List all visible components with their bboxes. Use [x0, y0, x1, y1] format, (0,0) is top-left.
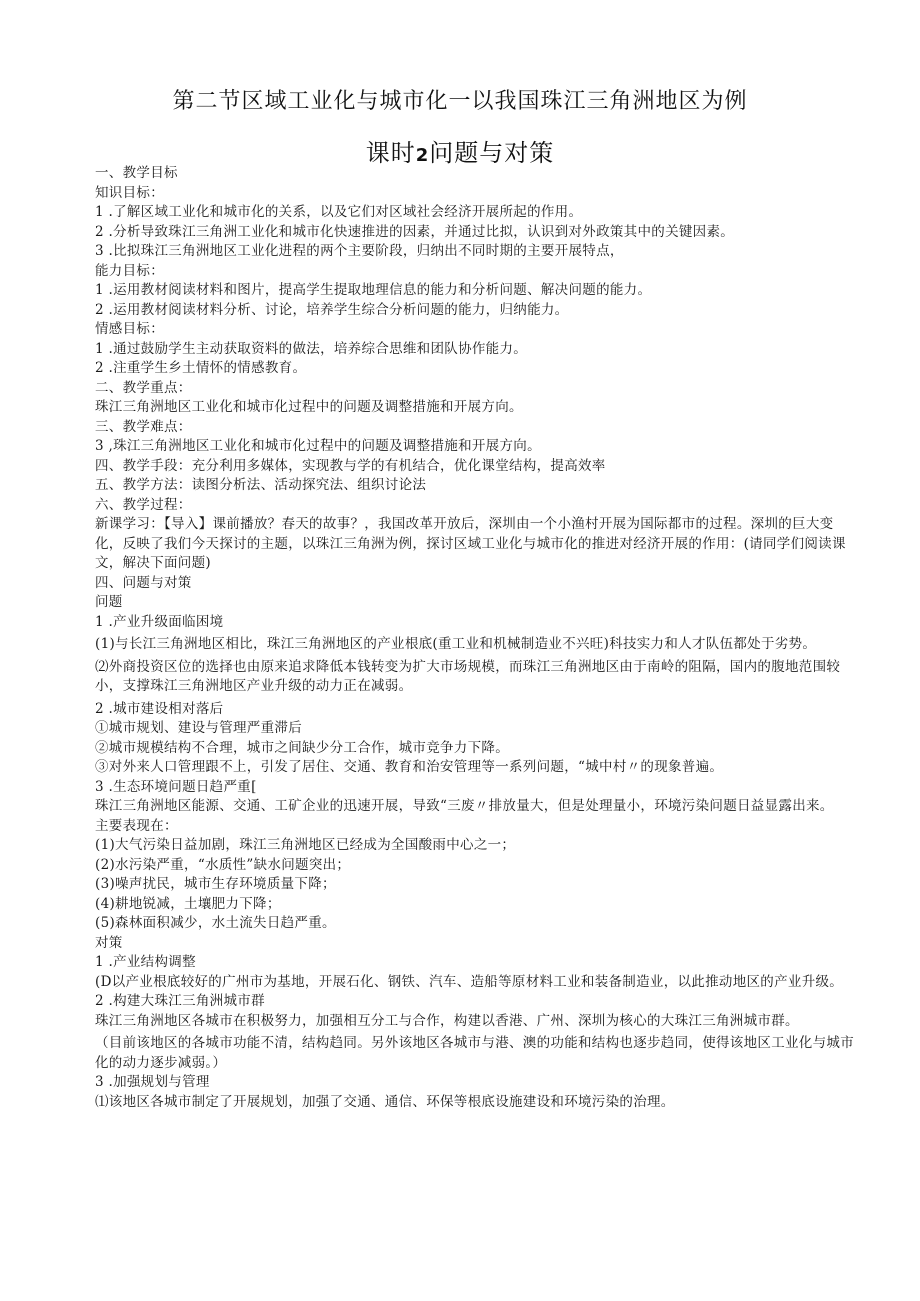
body-line: 四、教学手段：充分利用多媒体，实现教与学的有机结合，优化课堂结构，提高效率	[95, 457, 606, 474]
body-line: ⑴该地区各城市制定了开展规划，加强了交通、通信、环保等根底设施建设和环境污染的治理。	[95, 1093, 675, 1110]
body-line: 3 .生态环境问题日趋严重[	[95, 778, 257, 795]
body-line: (1)大气污染日益加剧，珠江三角洲地区已经成为全国酸雨中心之一；	[95, 837, 516, 853]
strategy-paragraph-1: (D以产业根底较好的广州市为基地，开展石化、钢铁、汽车、造船等原材料工业和装备制造业，以此推动地区的产业升级。	[95, 973, 844, 990]
body-line: (5)森林面积减少，水土流失日趋严重。	[95, 915, 336, 931]
body-line: (4)耕地锐减，土壤肥力下降；	[95, 895, 281, 912]
body-line: 五、教学方法：读图分析法、活动探究法、组织讨论法	[95, 477, 427, 493]
body-line: 三、教学难点：	[95, 418, 192, 435]
body-line: 知识目标：	[95, 184, 164, 201]
body-line: 主要表现在：	[95, 817, 178, 834]
body-line: 一、教学目标	[95, 165, 178, 181]
problem-paragraph-2: ⑵外商投资区位的选择也由原来追求降低本钱转变为扩大市场规模，而珠江三角洲地区由于南岭的阻隔，国内的腹地范围较小，支撑珠江三角洲地区产业升级的动力正在减弱。	[95, 658, 841, 694]
body-line: 1 .产业升级面临困境	[95, 613, 224, 630]
body-line: 1 .了解区域工业化和城市化的关系，以及它们对区域社会经济开展所起的作用。	[95, 204, 583, 220]
document-title: 第二节区域工业化与城市化一以我国珠江三角洲地区为例	[172, 89, 748, 114]
strategy-note-paragraph: （目前该地区的各城市功能不清，结构趋同。另外该地区各城市与港、澳的功能和结构也逐步趋同，使得该地区工业化与城市化的动力逐步减弱。）	[95, 1035, 854, 1071]
body-line: 1 .通过鼓励学生主动获取资料的做法，培养综合思维和团队协作能力。	[95, 340, 528, 357]
body-line: 对策	[95, 934, 123, 951]
strategy-paragraph-2: 珠江三角洲地区各城市在积极努力，加强相互分工与合作，构建以香港、广州、深圳为核心的大珠江三角洲城市群。	[95, 1012, 799, 1029]
body-line: 1 .产业结构调整	[95, 954, 196, 970]
body-line: 3 .加强规划与管理	[95, 1074, 210, 1090]
body-line: 3 ,珠江三角洲地区工业化和城市化过程中的问题及调整措施和开展方向。	[95, 438, 541, 454]
body-line: ③对外来人口管理跟不上，引发了居住、交通、教育和治安管理等一系列问题，“城中村〃的现象普遍。	[95, 759, 724, 775]
subtitle-number: 2	[415, 145, 430, 166]
body-line: 珠江三角洲地区工业化和城市化过程中的问题及调整措施和开展方向。	[95, 399, 523, 415]
body-line: (3)噪声扰民，城市生存环境质量下降；	[95, 876, 336, 892]
body-line: 问题	[95, 594, 123, 610]
body-line: 情感目标：	[95, 321, 164, 337]
body-line: 1 .运用教材阅读材料和图片，提高学生提取地理信息的能力和分析问题、解决问题的能力。	[95, 282, 652, 298]
body-line: 2 .注重学生乡土情怀的情感教育。	[95, 360, 307, 376]
environment-paragraph: 珠江三角洲地区能源、交通、工矿企业的迅速开展，导致“三废〃排放量大，但是处理量小，环境污染问题日益显露出来。	[95, 798, 834, 814]
document-subtitle	[0, 133, 920, 168]
document-body	[95, 164, 859, 1112]
subtitle-suffix: 问题与对策	[429, 139, 555, 167]
body-line: 3 .比拟珠江三角洲地区工业化进程的两个主要阶段，归纳出不同时期的主要开展特点，	[95, 243, 624, 259]
body-line: 2 .构建大珠江三角洲城市群	[95, 993, 265, 1009]
body-line: 六、教学过程：	[95, 496, 192, 513]
subtitle-prefix: 课时	[365, 139, 416, 167]
body-line: 能力目标：	[95, 262, 164, 279]
intro-paragraph: 新课学习：【导入】课前播放？春天的故事？，我国改革开放后，深圳由一个小渔村开展为国际都市的过程。深圳的巨大变化，反映了我们今天探讨的主题，以珠江三角洲为例，探讨区域工业化与城市化的推进对经济开展的作用：(请同学们阅读课文，解决下面问题)	[95, 516, 846, 571]
body-line: ①城市规划、建设与管理严重滞后	[95, 720, 302, 736]
body-line: 2 .城市建设相对落后	[95, 700, 224, 717]
problem-paragraph-1: (1)与长江三角洲地区相比，珠江三角洲地区的产业根底(重工业和机械制造业不兴旺)科技实力和人才队伍都处于劣势。	[95, 636, 817, 652]
body-line: 2 .分析导致珠江三角洲工业化和城市化快速推进的因素，并通过比拟，认识到对外政策其中的关键因素。	[95, 223, 735, 240]
body-line: 四、问题与对策	[95, 574, 192, 591]
body-line: 2 .运用教材阅读材料分析、讨论，培养学生综合分析问题的能力，归纳能力。	[95, 301, 569, 318]
body-line: ②城市规模结构不合理，城市之间缺少分工合作，城市竞争力下降。	[95, 739, 509, 756]
body-line: (2)水污染严重，“水质性”缺水问题突出；	[95, 856, 351, 873]
body-line: 二、教学重点：	[95, 379, 192, 396]
